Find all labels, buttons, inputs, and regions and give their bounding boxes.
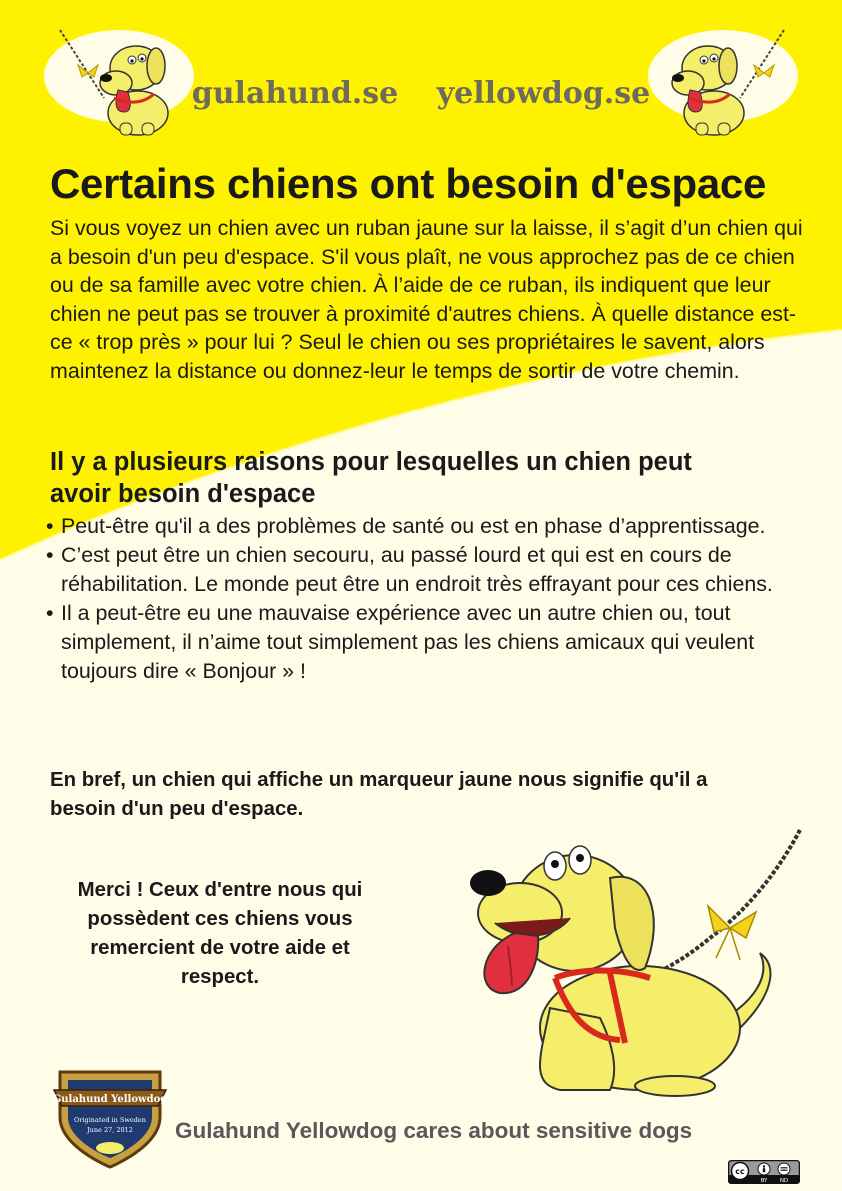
badge-name: Gulahund Yellowdog bbox=[52, 1094, 168, 1105]
reasons-list bbox=[46, 512, 806, 686]
thanks-text: Merci ! Ceux d'entre nous qui possèdent ces chiens vous remercient de votre aide et respect. bbox=[77, 879, 363, 988]
list-item: • Peut-être qu'il a des problèmes de santé ou est en phase d’apprentissage. bbox=[46, 512, 806, 541]
site-link-yellowdog[interactable]: yellowdog.se bbox=[436, 76, 651, 111]
footer-tagline: Gulahund Yellowdog cares about sensitive dogs bbox=[175, 1118, 693, 1143]
page-title: Certains chiens ont besoin d'espace bbox=[50, 160, 767, 207]
list-item: • C’est peut être un chien secouru, au passé lourd et qui est en cours de réhabilitation. Le monde peut être un endroit très effrayant pour ces chiens. bbox=[46, 541, 806, 599]
badge-date: June 27, 2012 bbox=[87, 1126, 133, 1134]
badge-origin: Originated in Sweden bbox=[74, 1116, 146, 1124]
summary-text: En bref, un chien qui affiche un marqueur jaune nous signifie qu'il a besoin d'un peu d'espace. bbox=[50, 769, 708, 820]
cc-by-label: BY bbox=[760, 1178, 768, 1184]
gulahund-yellowdog-badge bbox=[50, 1062, 170, 1172]
reasons-heading: Il y a plusieurs raisons pour lesquelles un chien peut avoir besoin d'espace bbox=[50, 448, 692, 508]
cc-nd-label: ND bbox=[779, 1178, 789, 1184]
yellow-dog-with-ribbon-icon bbox=[460, 828, 805, 1098]
list-item: • Il a peut-être eu une mauvaise expérience avec un autre chien ou, tout simplement, il n’aime tout simplement pas les chiens amicaux qui veulent toujours dire « Bonjour » ! bbox=[46, 599, 806, 686]
site-link-gulahund[interactable]: gulahund.se bbox=[191, 76, 399, 111]
site-links bbox=[0, 76, 842, 111]
creative-commons-license-icon[interactable] bbox=[728, 1160, 800, 1184]
intro-paragraph: Si vous voyez un chien avec un ruban jaune sur la laisse, il s’agit d’un chien qui a besoin d'un peu d'espace. S'il vous plaît, ne vous approchez pas de ce chien ou de sa famille avec votre chien. À l’aide de ce ruban, ils indiquent que leur chien ne peut pas se trouver à proximité d'autres chiens. À quelle distance est-ce « trop près » pour lui ? Seul le chien ou ses propriétaires le savent, alors maintenez la distance ou donnez-leur le temps de sortir de votre chemin. bbox=[50, 216, 803, 383]
cc-label: cc bbox=[735, 1167, 745, 1176]
